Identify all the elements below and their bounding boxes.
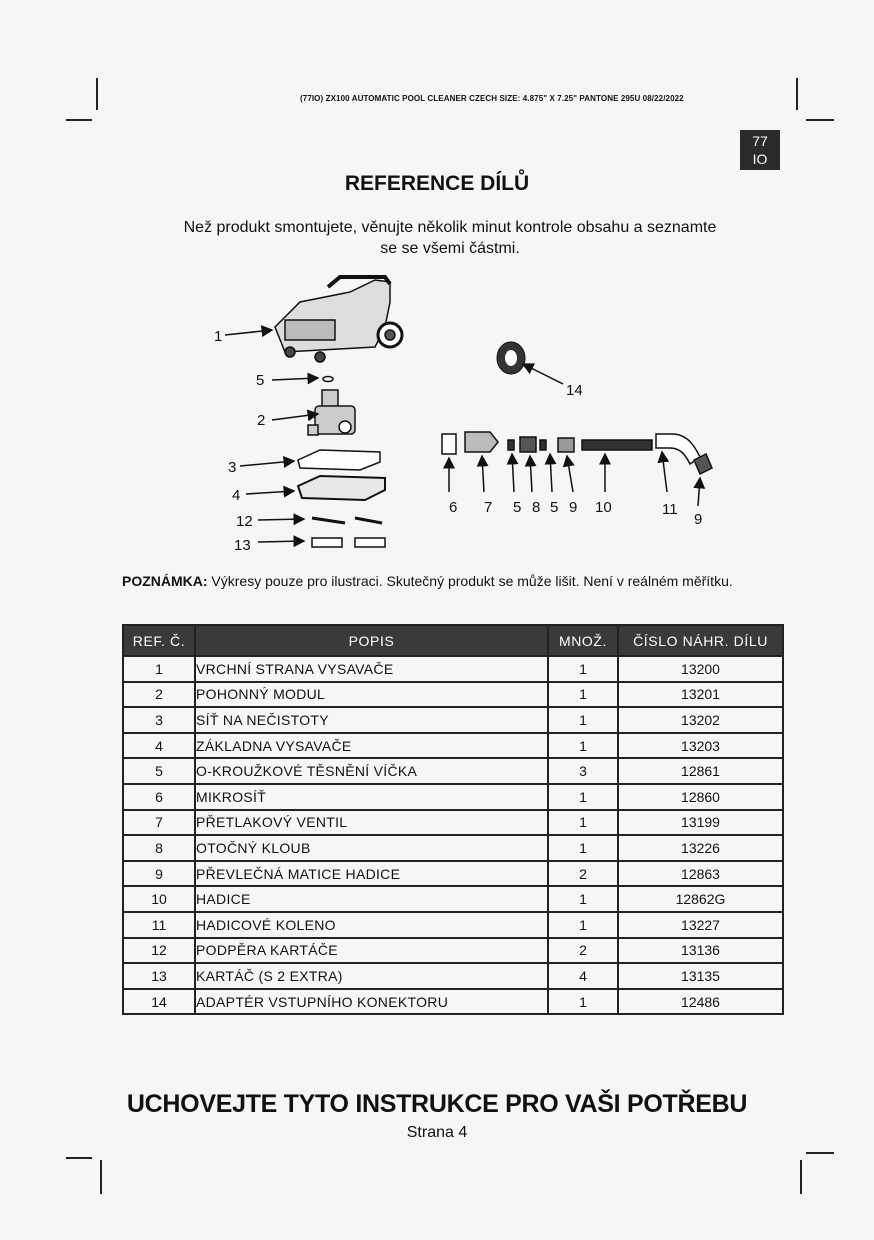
diagram-label: 2: [257, 412, 266, 429]
cleaner-top-drawing: [275, 277, 402, 362]
cell-qty: 1: [548, 733, 618, 759]
diagram-label: 10: [595, 499, 612, 516]
page-title: REFERENCE DÍLŮ: [344, 172, 530, 195]
cell-qty: 3: [548, 758, 618, 784]
cell-qty: 4: [548, 963, 618, 989]
note: [122, 572, 772, 591]
table-row: [123, 938, 783, 964]
save-instructions: UCHOVEJTE TYTO INSTRUKCE PRO VAŠI POTŘEBU: [126, 1090, 748, 1118]
cell-part: 13136: [618, 938, 783, 964]
debris-screen-drawing: [298, 450, 380, 470]
header-part: ČÍSLO NÁHR. DÍLU: [618, 625, 783, 656]
table-row: [123, 656, 783, 682]
cell-ref: 7: [123, 810, 195, 836]
cell-part: 13199: [618, 810, 783, 836]
diagram-label: 9: [694, 511, 703, 528]
cell-ref: 3: [123, 707, 195, 733]
cell-part: 12863: [618, 861, 783, 887]
crop-mark: [796, 78, 798, 110]
diagram-label: 6: [449, 499, 458, 516]
table-row: [123, 835, 783, 861]
cell-qty: 1: [548, 912, 618, 938]
diagram-label: 14: [566, 382, 583, 399]
table-header-row: [123, 625, 783, 656]
cell-part: 13227: [618, 912, 783, 938]
crop-mark: [806, 119, 834, 121]
cell-desc: OTOČNÝ KLOUB: [195, 835, 548, 861]
cell-desc: HADICE: [195, 886, 548, 912]
cell-ref: 14: [123, 989, 195, 1015]
cell-qty: 2: [548, 861, 618, 887]
note-text: Výkresy pouze pro ilustraci. Skutečný produkt se může lišit. Není v reálném měřítku.: [207, 573, 733, 589]
table-row: [123, 733, 783, 759]
cell-ref: 4: [123, 733, 195, 759]
diagram-label: 11: [662, 501, 678, 518]
cell-qty: 1: [548, 682, 618, 708]
parts-table: [122, 624, 784, 1015]
cell-part: 13200: [618, 656, 783, 682]
cleaner-base-drawing: [298, 476, 385, 500]
diagram-label: 4: [232, 487, 241, 504]
cell-part: 13202: [618, 707, 783, 733]
page-badge: [740, 130, 780, 170]
diagram-label: 5: [550, 499, 559, 516]
crop-mark: [96, 78, 98, 110]
cell-ref: 1: [123, 656, 195, 682]
cell-ref: 9: [123, 861, 195, 887]
diagram-label: 9: [569, 499, 578, 516]
cell-ref: 11: [123, 912, 195, 938]
cell-desc: POHONNÝ MODUL: [195, 682, 548, 708]
cell-ref: 12: [123, 938, 195, 964]
table-row: [123, 963, 783, 989]
cell-qty: 1: [548, 810, 618, 836]
cell-part: 13201: [618, 682, 783, 708]
table-row: [123, 810, 783, 836]
cell-ref: 8: [123, 835, 195, 861]
cell-ref: 6: [123, 784, 195, 810]
cell-desc: KARTÁČ (S 2 EXTRA): [195, 963, 548, 989]
diagram-label: 13: [234, 537, 251, 554]
cell-desc: ZÁKLADNA VYSAVAČE: [195, 733, 548, 759]
diagram-label: 8: [532, 499, 541, 516]
header-desc: POPIS: [195, 625, 548, 656]
cell-desc: PODPĚRA KARTÁČE: [195, 938, 548, 964]
cell-desc: ADAPTÉR VSTUPNÍHO KONEKTORU: [195, 989, 548, 1015]
o-ring-drawing: [323, 377, 333, 382]
table-row: [123, 682, 783, 708]
crop-mark: [66, 1157, 92, 1159]
header-ref: REF. Č.: [123, 625, 195, 656]
table-row: [123, 758, 783, 784]
note-label: POZNÁMKA:: [122, 573, 208, 589]
cell-part: 12486: [618, 989, 783, 1015]
cell-qty: 1: [548, 989, 618, 1015]
cell-desc: VRCHNÍ STRANA VYSAVAČE: [195, 656, 548, 682]
badge-line-1: 77: [752, 133, 768, 149]
print-info: (77IO) ZX100 AUTOMATIC POOL CLEANER CZECH SIZE: 4.875" X 7.25" PANTONE 295U 08/22/2022: [300, 94, 684, 103]
cell-qty: 1: [548, 707, 618, 733]
page-number: Strana 4: [406, 1124, 468, 1141]
cell-desc: O-KROUŽKOVÉ TĚSNĚNÍ VÍČKA: [195, 758, 548, 784]
adapter-drawing: [497, 342, 525, 374]
cell-part: 13226: [618, 835, 783, 861]
crop-mark: [800, 1160, 802, 1194]
brush-drawing: [312, 538, 342, 547]
intro-text: Než produkt smontujete, věnujte několik minut kontrole obsahu a seznamte se se všemi částmi.: [183, 219, 717, 257]
diagram-label: 5: [513, 499, 522, 516]
diagram-label: 7: [484, 499, 493, 516]
cell-ref: 10: [123, 886, 195, 912]
table-row: [123, 989, 783, 1015]
cell-qty: 1: [548, 835, 618, 861]
crop-mark: [100, 1160, 102, 1194]
cell-qty: 1: [548, 656, 618, 682]
brush-support-drawing: [312, 518, 345, 523]
cell-part: 13135: [618, 963, 783, 989]
cell-part: 12860: [618, 784, 783, 810]
table-body: [123, 656, 783, 1014]
diagram-label: 1: [214, 328, 223, 345]
cell-ref: 5: [123, 758, 195, 784]
cell-qty: 1: [548, 784, 618, 810]
crop-mark: [806, 1152, 834, 1154]
diagram-label: 5: [256, 372, 265, 389]
badge-line-2: IO: [752, 151, 768, 167]
cell-desc: PŘEVLEČNÁ MATICE HADICE: [195, 861, 548, 887]
cell-qty: 2: [548, 938, 618, 964]
diagram-label: 3: [228, 459, 237, 476]
table-row: [123, 784, 783, 810]
cell-part: 13203: [618, 733, 783, 759]
diagram-label: 12: [236, 513, 253, 530]
cell-ref: 13: [123, 963, 195, 989]
crop-mark: [66, 119, 92, 121]
cell-desc: MIKROSÍŤ: [195, 784, 548, 810]
table-row: [123, 707, 783, 733]
drive-module-drawing: [308, 390, 355, 435]
cell-desc: HADICOVÉ KOLENO: [195, 912, 548, 938]
cell-desc: PŘETLAKOVÝ VENTIL: [195, 810, 548, 836]
table-row: [123, 886, 783, 912]
header-qty: MNOŽ.: [548, 625, 618, 656]
table-row: [123, 912, 783, 938]
parts-diagram: [200, 272, 720, 562]
cell-desc: SÍŤ NA NEČISTOTY: [195, 707, 548, 733]
cell-ref: 2: [123, 682, 195, 708]
table-row: [123, 861, 783, 887]
cell-qty: 1: [548, 886, 618, 912]
cell-part: 12862G: [618, 886, 783, 912]
cell-part: 12861: [618, 758, 783, 784]
